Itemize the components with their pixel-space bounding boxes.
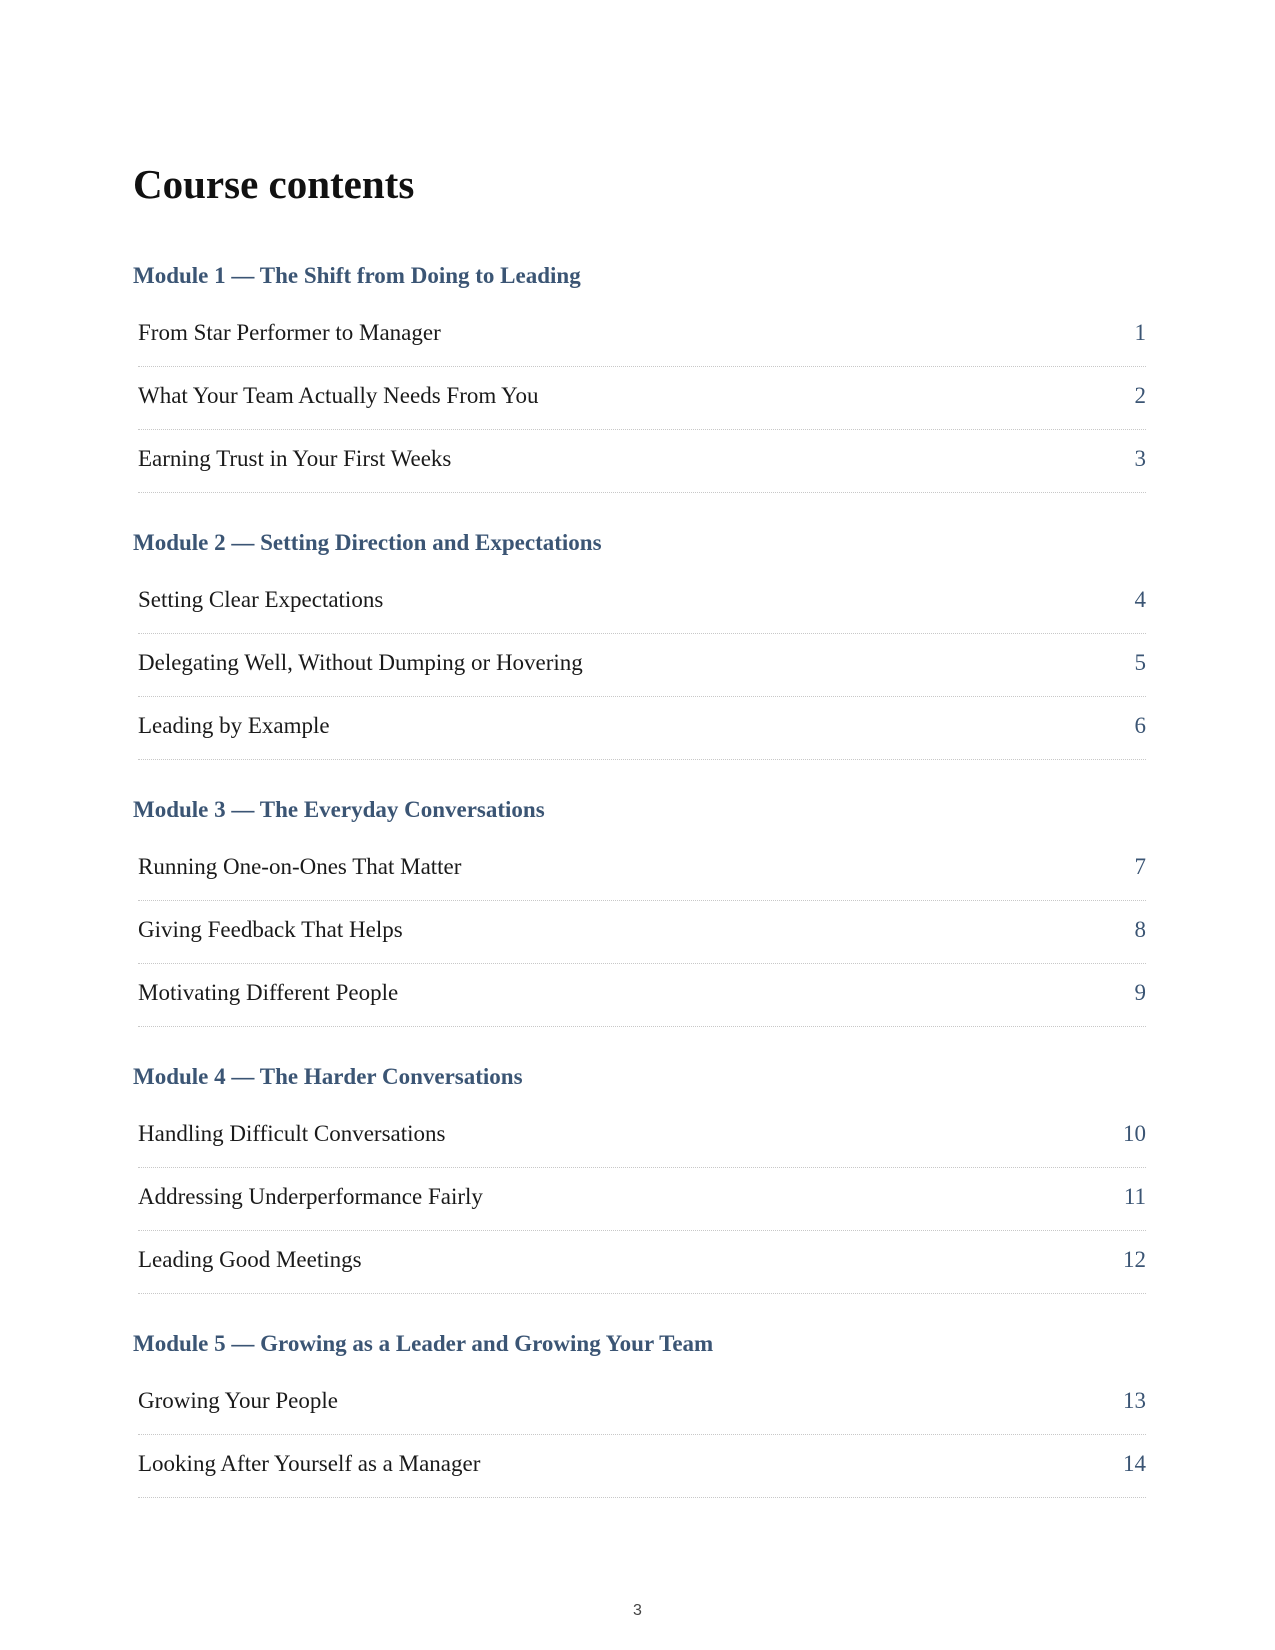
toc-entry-label: Setting Clear Expectations	[138, 587, 384, 612]
toc-entry[interactable]	[138, 1168, 1146, 1231]
toc-entry[interactable]	[138, 964, 1146, 1027]
toc-entry[interactable]	[138, 697, 1146, 760]
toc-entry[interactable]	[138, 838, 1146, 901]
toc-entry-page: 11	[1123, 1184, 1146, 1209]
module-entries	[133, 838, 1146, 1027]
toc-entry-label: From Star Performer to Manager	[138, 320, 441, 345]
module-entries	[133, 1105, 1146, 1294]
toc-entry-label: Handling Difficult Conversations	[138, 1121, 446, 1146]
module-heading: Module 1 — The Shift from Doing to Leading	[133, 263, 581, 288]
toc-entry-page: 10	[1123, 1121, 1146, 1146]
toc-entry[interactable]	[138, 1105, 1146, 1168]
page-title: Course contents	[133, 161, 415, 207]
page-number: 3	[633, 1602, 642, 1619]
module-entries	[133, 571, 1146, 760]
toc-entry-label: Running One-on-Ones That Matter	[138, 854, 462, 879]
module-entries	[133, 304, 1146, 493]
toc-entry-page: 14	[1123, 1451, 1146, 1476]
toc-entry[interactable]	[138, 634, 1146, 697]
table-of-contents	[133, 248, 1146, 1520]
module-3	[133, 782, 1146, 1027]
toc-entry[interactable]	[138, 367, 1146, 430]
toc-entry-page: 13	[1123, 1388, 1146, 1413]
toc-entry-label: Delegating Well, Without Dumping or Hovering	[138, 650, 583, 675]
module-heading: Module 3 — The Everyday Conversations	[133, 797, 545, 822]
toc-entry-page: 5	[1134, 650, 1146, 675]
toc-entry-page: 1	[1134, 320, 1146, 345]
toc-entry-label: Addressing Underperformance Fairly	[138, 1184, 483, 1209]
toc-entry[interactable]	[138, 304, 1146, 367]
toc-entry-page: 3	[1134, 446, 1146, 471]
toc-entry[interactable]	[138, 901, 1146, 964]
toc-entry-label: Motivating Different People	[138, 980, 399, 1005]
module-2	[133, 515, 1146, 760]
toc-entry-label: Leading Good Meetings	[138, 1247, 362, 1272]
toc-entry-page: 9	[1134, 980, 1146, 1005]
module-5	[133, 1316, 1146, 1498]
toc-entry[interactable]	[138, 1372, 1146, 1435]
module-heading: Module 5 — Growing as a Leader and Growing Your Team	[133, 1331, 714, 1356]
module-entries	[133, 1372, 1146, 1498]
toc-entry-page: 7	[1134, 854, 1146, 879]
toc-entry-label: Leading by Example	[138, 713, 330, 738]
module-4	[133, 1049, 1146, 1294]
toc-entry-label: Earning Trust in Your First Weeks	[138, 446, 452, 471]
toc-entry[interactable]	[138, 1231, 1146, 1294]
toc-entry-page: 6	[1134, 713, 1146, 738]
toc-entry[interactable]	[138, 1435, 1146, 1498]
toc-entry-page: 12	[1123, 1247, 1146, 1272]
module-1	[133, 248, 1146, 493]
toc-entry-label: Growing Your People	[138, 1388, 338, 1413]
toc-entry-label: Looking After Yourself as a Manager	[138, 1451, 481, 1476]
module-heading: Module 2 — Setting Direction and Expectations	[133, 530, 602, 555]
toc-entry-page: 2	[1134, 383, 1146, 408]
toc-entry-label: Giving Feedback That Helps	[138, 917, 403, 942]
toc-entry[interactable]	[138, 571, 1146, 634]
toc-entry-label: What Your Team Actually Needs From You	[138, 383, 539, 408]
toc-entry-page: 4	[1134, 587, 1146, 612]
toc-entry[interactable]	[138, 430, 1146, 493]
toc-entry-page: 8	[1134, 917, 1146, 942]
module-heading: Module 4 — The Harder Conversations	[133, 1064, 523, 1089]
